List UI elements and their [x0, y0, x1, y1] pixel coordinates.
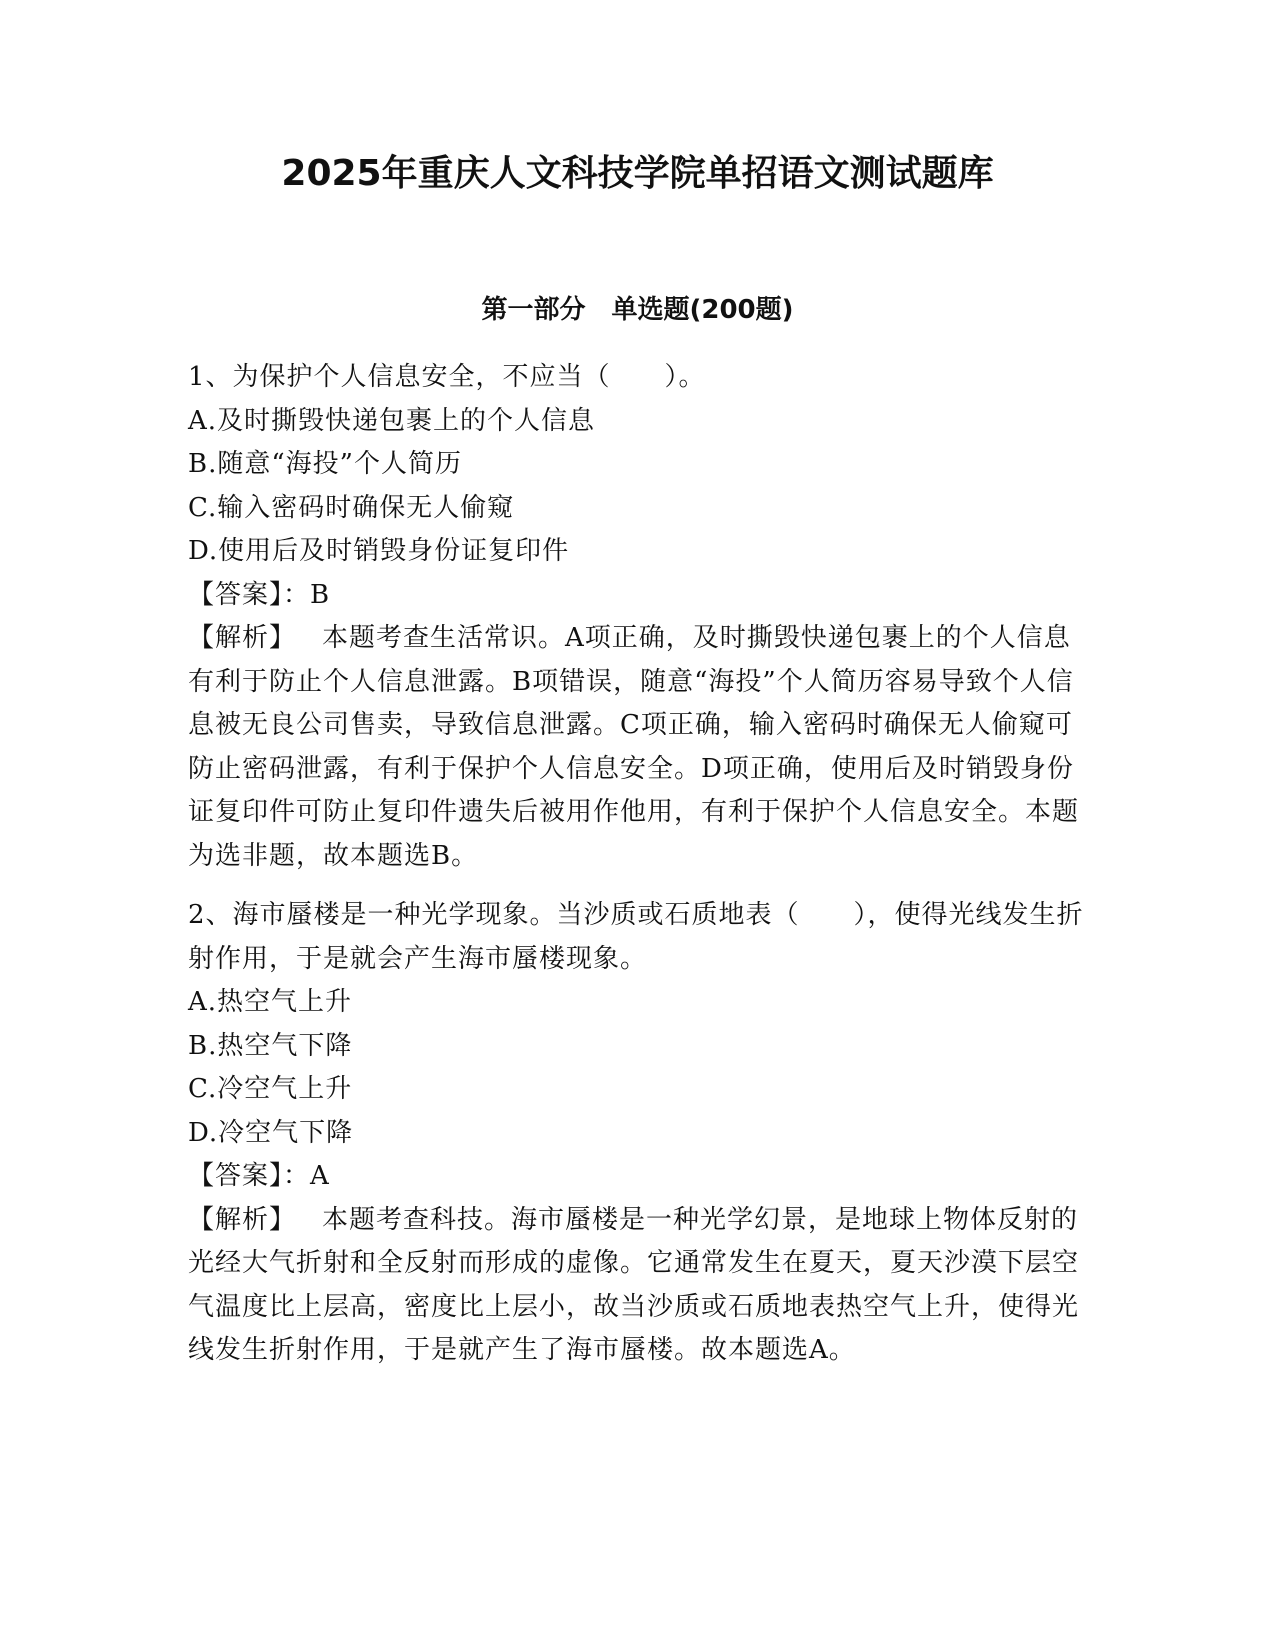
option-d: D.使用后及时销毁身份证复印件 [188, 536, 570, 566]
analysis [188, 1199, 1088, 1373]
question-1 [188, 356, 1088, 878]
option-a: A.热空气上升 [188, 987, 353, 1017]
option-a: A.及时撕毁快递包裹上的个人信息 [188, 405, 596, 436]
option-c: C.输入密码时确保无人偷窥 [188, 492, 515, 523]
analysis [188, 617, 1088, 878]
question-stem: 1、为保护个人信息安全，不应当（ ）。 [188, 362, 706, 392]
question-stem: 2、海市蜃楼是一种光学现象。当沙质或石质地表（ ），使得光线发生折射作用，于是就会产生海市蜃楼现象。 [188, 900, 1084, 974]
option-c: C.冷空气上升 [188, 1074, 353, 1104]
analysis-label: 【解析】 [188, 623, 297, 653]
question-list [188, 356, 1088, 1389]
option-b: B.随意“海投”个人简历 [188, 449, 462, 479]
answer-value: A [310, 1161, 330, 1191]
section-title: 第一部分 单选题(200题) [481, 295, 794, 325]
option-d: D.冷空气下降 [188, 1117, 354, 1148]
option-b: B.热空气下降 [188, 1030, 353, 1061]
analysis-label: 【解析】 [188, 1204, 297, 1235]
answer-value: B [310, 579, 331, 610]
document-title: 2025年重庆人文科技学院单招语文测试题库 [281, 153, 994, 194]
answer-line [188, 1155, 1088, 1199]
answer-label: 【答案】： [188, 579, 311, 610]
analysis-text: 本题考查生活常识。A项正确，及时撕毁快递包裹上的个人信息有利于防止个人信息泄露。B项错误，随意“海投”个人简历容易导致个人信息被无良公司售卖，导致信息泄露。C项正确，输入密码时确保无人偷窥可防止密码泄露，有利于保护个人信息安全。D项正确，使用后及时销毁身份证复印件可防止复印件遗失后被用作他用，有利于保护个人信息安全。本题为选非题，故本题选B。 [188, 623, 1080, 871]
question-2 [188, 894, 1088, 1373]
analysis-text: 本题考查科技。海市蜃楼是一种光学幻景，是地球上物体反射的光经大气折射和全反射而形成的虚像。它通常发生在夏天，夏天沙漠下层空气温度比上层高，密度比上层小，故当沙质或石质地表热空气上升，使得光线发生折射作用，于是就产生了海市蜃楼。故本题选A。 [188, 1204, 1080, 1365]
answer-line [188, 574, 1088, 618]
answer-label: 【答案】： [188, 1161, 311, 1191]
